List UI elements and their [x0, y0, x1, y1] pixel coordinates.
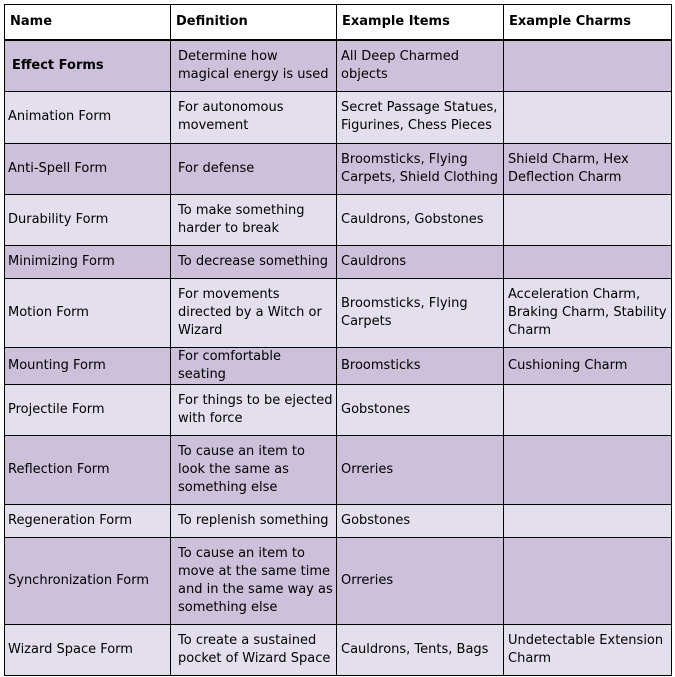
table-body: [5, 40, 672, 675]
header-definition: Definition: [171, 5, 337, 41]
cell-example-charms: [504, 537, 672, 624]
table-row: [5, 278, 672, 347]
cell-example-charms: [504, 194, 672, 245]
cell-example-items: Broomsticks, Flying Carpets: [337, 278, 504, 347]
cell-example-items: Broomsticks: [337, 347, 504, 384]
cell-name: Anti-Spell Form: [5, 143, 171, 194]
cell-example-charms: [504, 504, 672, 537]
table-row: [5, 40, 672, 91]
cell-example-items: Cauldrons, Gobstones: [337, 194, 504, 245]
cell-name: Motion Form: [5, 278, 171, 347]
table-row: [5, 91, 672, 143]
cell-definition: For movements directed by a Witch or Wizard: [171, 278, 337, 347]
cell-name: Reflection Form: [5, 435, 171, 504]
cell-example-charms: [504, 384, 672, 435]
table-row: [5, 435, 672, 504]
cell-definition: For comfortable seating: [171, 347, 337, 384]
cell-example-charms: [504, 91, 672, 143]
cell-name: Durability Form: [5, 194, 171, 245]
cell-example-charms: Acceleration Charm, Braking Charm, Stability Charm: [504, 278, 672, 347]
cell-name: Wizard Space Form: [5, 624, 171, 675]
cell-definition: For autonomous movement: [171, 91, 337, 143]
table-row: [5, 194, 672, 245]
cell-example-charms: [504, 40, 672, 91]
table-row: [5, 245, 672, 278]
cell-name: Animation Form: [5, 91, 171, 143]
effect-forms-table: [4, 4, 672, 676]
cell-example-items: Secret Passage Statues, Figurines, Chess Pieces: [337, 91, 504, 143]
cell-example-items: Orreries: [337, 537, 504, 624]
header-example-items: Example Items: [337, 5, 504, 41]
cell-definition: For things to be ejected with force: [171, 384, 337, 435]
cell-definition: To cause an item to look the same as something else: [171, 435, 337, 504]
cell-example-items: Broomsticks, Flying Carpets, Shield Clothing: [337, 143, 504, 194]
table-row: [5, 347, 672, 384]
cell-example-items: All Deep Charmed objects: [337, 40, 504, 91]
table-row: [5, 537, 672, 624]
cell-example-items: Cauldrons: [337, 245, 504, 278]
header-name: Name: [5, 5, 171, 41]
cell-name: Projectile Form: [5, 384, 171, 435]
header-example-charms: Example Charms: [504, 5, 672, 41]
header-row: [5, 5, 672, 41]
cell-definition: To make something harder to break: [171, 194, 337, 245]
cell-example-charms: Shield Charm, Hex Deflection Charm: [504, 143, 672, 194]
cell-definition: For defense: [171, 143, 337, 194]
cell-name: Regeneration Form: [5, 504, 171, 537]
cell-example-charms: Undetectable Extension Charm: [504, 624, 672, 675]
cell-definition: To cause an item to move at the same time and in the same way as something else: [171, 537, 337, 624]
table-row: [5, 143, 672, 194]
cell-name: Mounting Form: [5, 347, 171, 384]
cell-example-charms: [504, 245, 672, 278]
table-row: [5, 624, 672, 675]
table-row: [5, 504, 672, 537]
cell-definition: To decrease something: [171, 245, 337, 278]
cell-example-items: Gobstones: [337, 384, 504, 435]
cell-example-items: Cauldrons, Tents, Bags: [337, 624, 504, 675]
cell-definition: To replenish something: [171, 504, 337, 537]
cell-example-charms: [504, 435, 672, 504]
cell-name: Minimizing Form: [5, 245, 171, 278]
cell-name: Synchronization Form: [5, 537, 171, 624]
cell-example-charms: Cushioning Charm: [504, 347, 672, 384]
cell-definition: To create a sustained pocket of Wizard Space: [171, 624, 337, 675]
cell-definition: Determine how magical energy is used: [171, 40, 337, 91]
cell-example-items: Gobstones: [337, 504, 504, 537]
cell-name: Effect Forms: [5, 40, 171, 91]
cell-example-items: Orreries: [337, 435, 504, 504]
table-row: [5, 384, 672, 435]
